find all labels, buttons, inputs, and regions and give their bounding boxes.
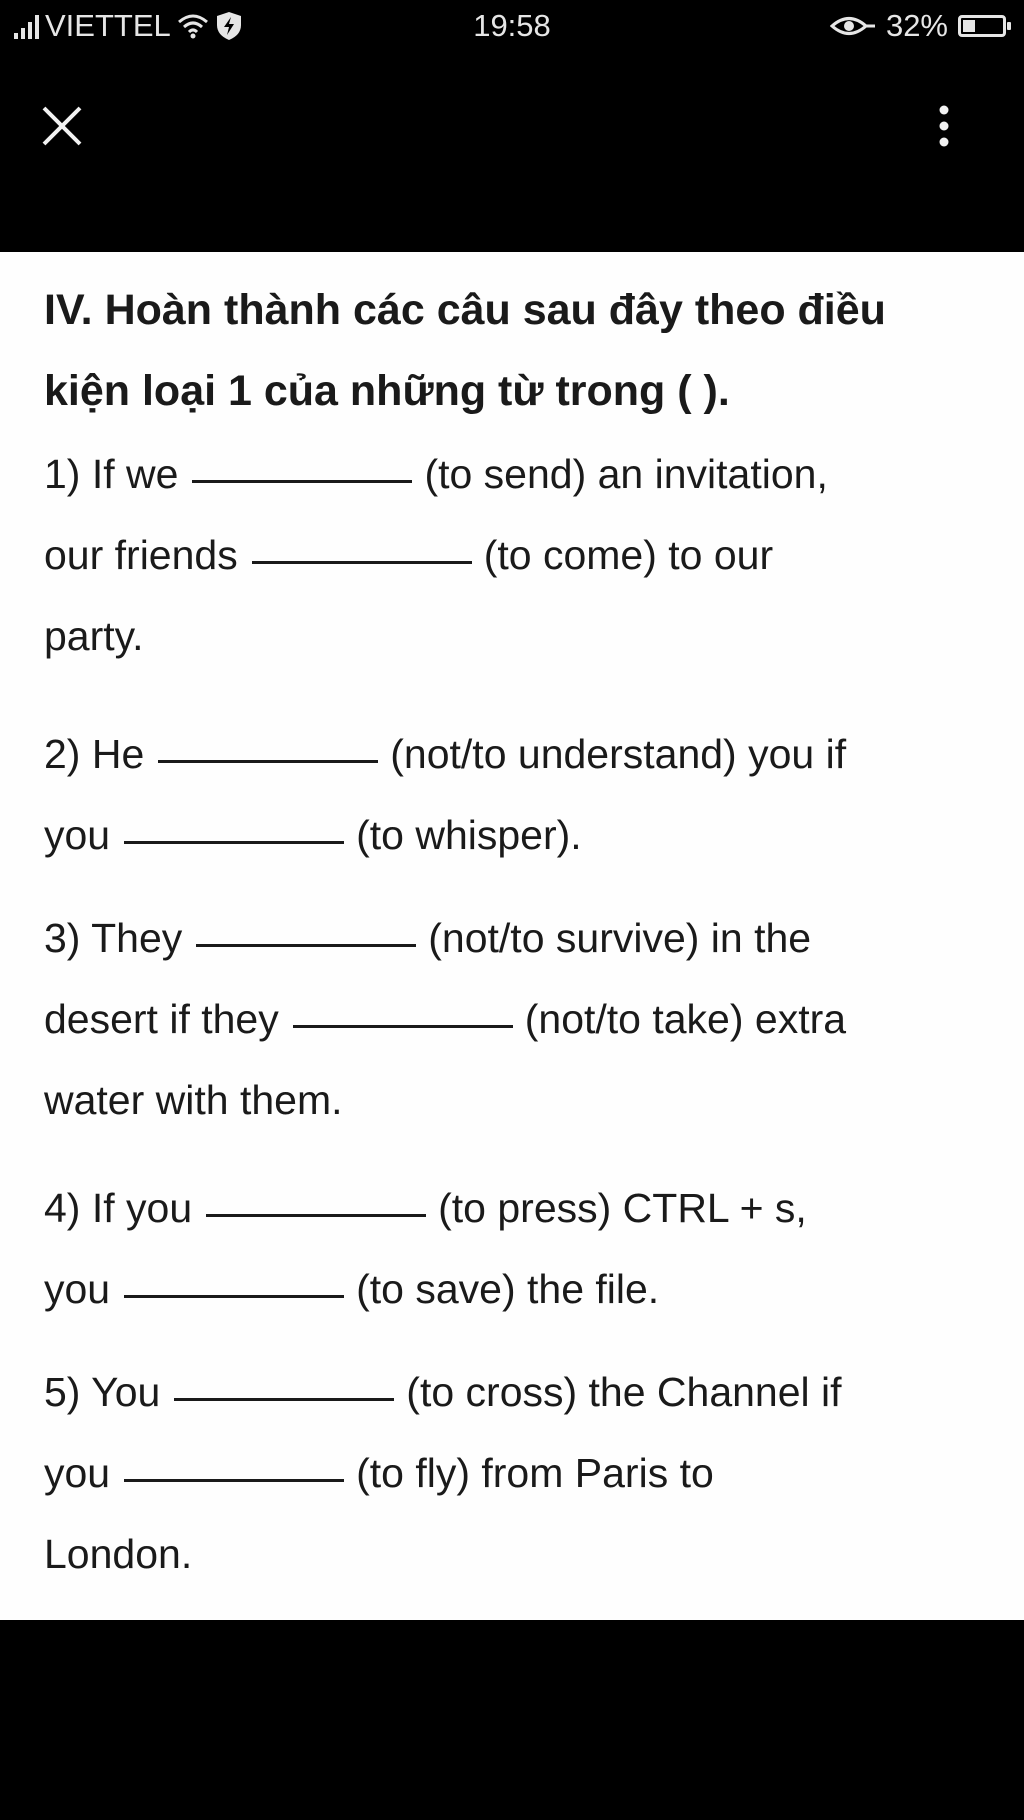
close-button[interactable]: [38, 102, 86, 150]
answer-blank: [174, 1398, 394, 1401]
heading-line-1: IV. Hoàn thành các câu sau đây theo điều: [44, 286, 886, 334]
battery-icon: [958, 15, 1006, 37]
question-1: [44, 434, 1004, 677]
battery-percent: 32%: [885, 8, 948, 43]
question-4-hint: (to press) CTRL + s,: [438, 1185, 807, 1231]
close-icon: [38, 102, 86, 150]
question-1-text: 1) If we: [44, 451, 179, 497]
question-2-text: you: [44, 812, 111, 858]
viewer-toolbar: [0, 56, 1024, 252]
question-2-hint: (to whisper).: [356, 812, 582, 858]
more-vert-icon: [924, 102, 964, 150]
carrier-name: VIETTEL: [45, 8, 171, 43]
battery-fill: [963, 20, 975, 32]
question-5: [44, 1352, 1004, 1595]
question-3-text: water with them.: [44, 1077, 343, 1123]
exercise-image: [0, 252, 1024, 1620]
exercise-heading: [44, 270, 994, 432]
question-1-text: party.: [44, 613, 144, 659]
question-3-hint: (not/to take) extra: [524, 996, 847, 1042]
question-3-hint: (not/to survive) in the: [428, 915, 812, 961]
answer-blank: [196, 944, 416, 947]
answer-blank: [124, 1479, 344, 1482]
question-4-text: you: [44, 1266, 111, 1312]
question-1-text: our friends: [44, 532, 238, 578]
question-5-text: 5) You: [44, 1369, 161, 1415]
question-4: [44, 1168, 1004, 1330]
question-2: [44, 714, 1004, 876]
question-5-text: you: [44, 1450, 111, 1496]
status-right: [830, 8, 1006, 44]
question-2-text: 2) He: [44, 731, 145, 777]
answer-blank: [206, 1214, 426, 1217]
question-5-hint: (to fly) from Paris to: [356, 1450, 714, 1496]
eye-icon: [830, 13, 876, 39]
answer-blank: [158, 760, 378, 763]
question-5-hint: (to cross) the Channel if: [406, 1369, 842, 1415]
question-5-text: London.: [44, 1531, 193, 1577]
question-4-text: 4) If you: [44, 1185, 193, 1231]
answer-blank: [124, 841, 344, 844]
answer-blank: [124, 1295, 344, 1298]
question-1-hint: (to send) an invitation,: [424, 451, 828, 497]
answer-blank: [293, 1025, 513, 1028]
clock: 19:58: [473, 8, 551, 43]
question-1-hint: (to come) to our: [483, 532, 774, 578]
answer-blank: [252, 561, 472, 564]
heading-line-2: kiện loại 1 của những từ trong ( ).: [44, 367, 730, 415]
question-3-text: 3) They: [44, 915, 183, 961]
answer-blank: [192, 480, 412, 483]
question-4-hint: (to save) the file.: [356, 1266, 660, 1312]
status-bar: [0, 0, 1024, 56]
question-3: [44, 898, 1004, 1141]
question-3-text: desert if they: [44, 996, 279, 1042]
more-options-button[interactable]: [924, 102, 964, 150]
question-2-hint: (not/to understand) you if: [390, 731, 847, 777]
